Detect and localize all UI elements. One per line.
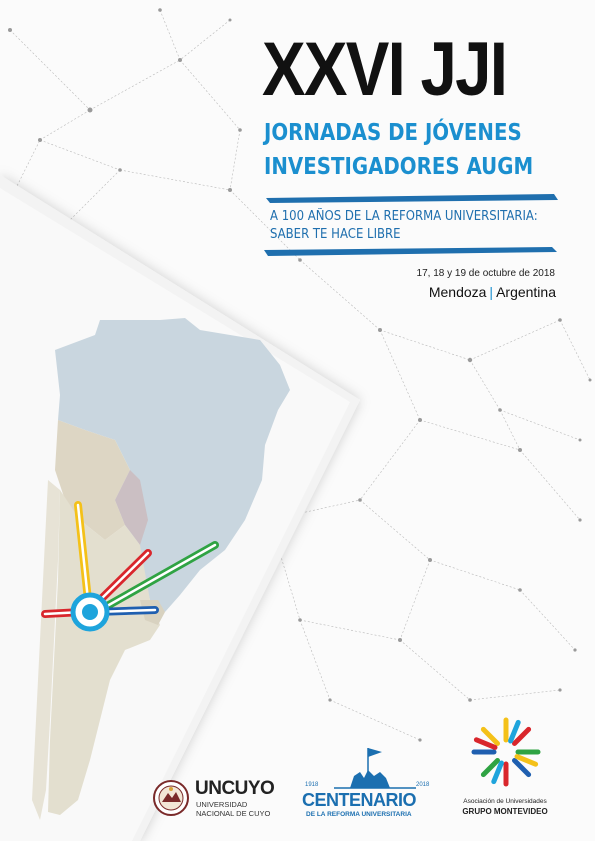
- event-name-line-2: INVESTIGADORES AUGM: [264, 154, 534, 180]
- uncuyo-seal-icon: [152, 778, 190, 818]
- uncuyo-name: UNCUYO: [195, 778, 275, 799]
- augm-line-1: Asociación de Universidades: [463, 798, 547, 805]
- augm-line-2: GRUPO MONTEVIDEO: [462, 807, 548, 816]
- theme-line-2: SABER TE HACE LIBRE: [270, 227, 401, 242]
- centenario-word: CENTENARIO: [302, 790, 417, 810]
- location-separator: |: [489, 284, 494, 300]
- centenario-monument-icon: [330, 742, 420, 790]
- augm-pinwheel-icon: [470, 716, 542, 788]
- event-dates: 17, 18 y 19 de octubre de 2018: [416, 268, 555, 279]
- event-location: [380, 284, 556, 300]
- centenario-year-end: 2018: [416, 782, 430, 788]
- centenario-year-start: 1918: [305, 782, 319, 788]
- centenario-subtitle: DE LA REFORMA UNIVERSITARIA: [306, 811, 412, 818]
- uncuyo-sub-2: NACIONAL DE CUYO: [196, 809, 271, 818]
- uncuyo-sub-1: UNIVERSIDAD: [196, 800, 248, 809]
- location-city: Mendoza: [428, 284, 487, 300]
- location-country: Argentina: [496, 284, 556, 300]
- event-name-line-1: JORNADAS DE JÓVENES: [264, 120, 522, 146]
- theme-line-1: A 100 AÑOS DE LA REFORMA UNIVERSITARIA:: [270, 209, 538, 224]
- event-acronym-title: XXVI JJI: [262, 27, 507, 112]
